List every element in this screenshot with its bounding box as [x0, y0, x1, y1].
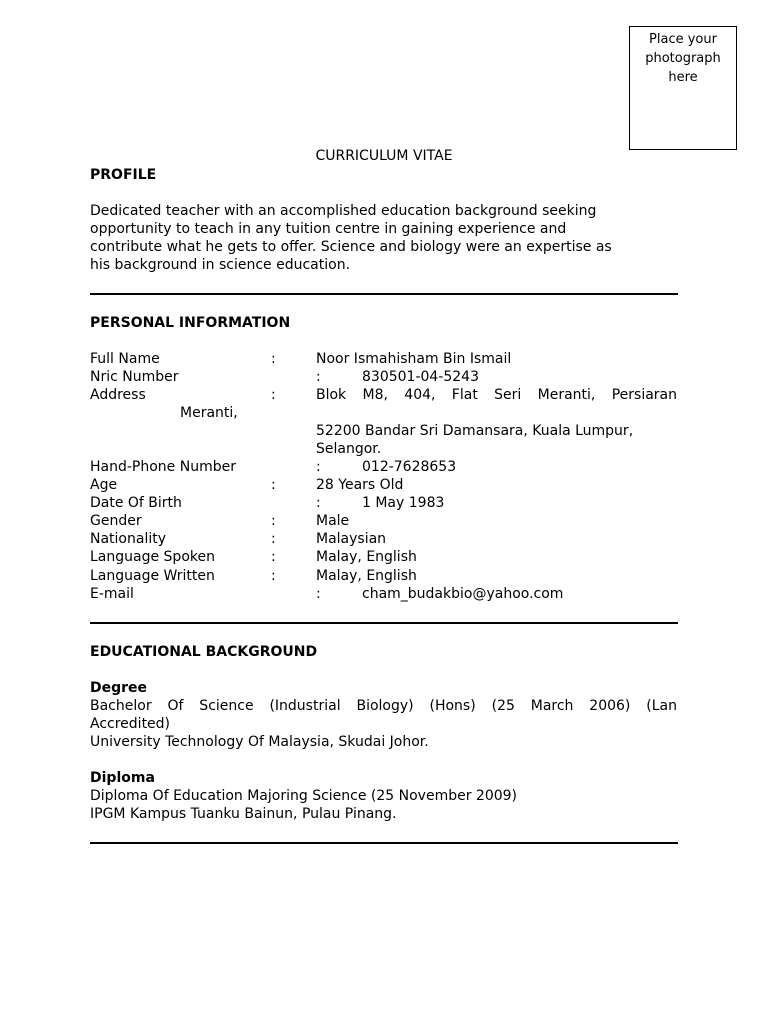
nric-label: Nric Number — [90, 369, 179, 385]
colon: : — [271, 387, 276, 403]
colon: : — [316, 495, 321, 511]
nationality-value: Malaysian — [316, 531, 387, 547]
language-spoken-label: Language Spoken — [90, 549, 215, 565]
colon: : — [271, 531, 276, 547]
address-line-3: Selangor. — [316, 441, 382, 457]
language-written-label: Language Written — [90, 568, 215, 584]
colon: : — [271, 549, 276, 565]
degree-line-3: University Technology Of Malaysia, Skudai Johor. — [90, 734, 429, 750]
colon: : — [271, 477, 276, 493]
colon: : — [316, 586, 321, 602]
email-value: cham_budakbio@yahoo.com — [362, 586, 564, 602]
photo-placeholder-line: Place your — [649, 32, 717, 47]
section-divider — [90, 842, 678, 844]
full-name-label: Full Name — [90, 351, 160, 367]
phone-value: 012-7628653 — [362, 459, 457, 475]
phone-label: Hand-Phone Number — [90, 459, 236, 475]
photo-placeholder-line: here — [668, 70, 698, 85]
degree-line-2: Accredited) — [90, 716, 171, 732]
profile-text-line: Dedicated teacher with an accomplished education background seeking — [90, 203, 597, 219]
personal-info-heading: PERSONAL INFORMATION — [90, 315, 291, 331]
colon: : — [271, 351, 276, 367]
gender-label: Gender — [90, 513, 142, 529]
address-label: Address — [90, 387, 146, 403]
degree-line-1: Bachelor Of Science (Industrial Biology) (Hons) (25 March 2006) (Lan — [90, 698, 677, 714]
section-divider — [90, 293, 678, 295]
photo-placeholder-line: photograph — [645, 51, 721, 66]
profile-text-line: contribute what he gets to offer. Science and biology were an expertise as — [90, 239, 612, 255]
address-line-2: 52200 Bandar Sri Damansara, Kuala Lumpur, — [316, 423, 634, 439]
page-title: CURRICULUM VITAE — [315, 148, 453, 164]
full-name-value: Noor Ismahisham Bin Ismail — [316, 351, 512, 367]
section-divider — [90, 622, 678, 624]
dob-label: Date Of Birth — [90, 495, 182, 511]
colon: : — [271, 568, 276, 584]
colon: : — [271, 513, 276, 529]
language-written-value: Malay, English — [316, 568, 417, 584]
education-heading: EDUCATIONAL BACKGROUND — [90, 644, 318, 660]
colon: : — [316, 369, 321, 385]
diploma-line-2: IPGM Kampus Tuanku Bainun, Pulau Pinang. — [90, 806, 397, 822]
photo-placeholder — [629, 26, 737, 150]
address-line-1-wrap: Meranti, — [180, 405, 238, 421]
colon: : — [316, 459, 321, 475]
profile-heading: PROFILE — [90, 167, 157, 183]
age-label: Age — [90, 477, 118, 493]
nric-value: 830501-04-5243 — [362, 369, 479, 385]
diploma-line-1: Diploma Of Education Majoring Science (25 November 2009) — [90, 788, 518, 804]
age-value: 28 Years Old — [316, 477, 404, 493]
gender-value: Male — [316, 513, 350, 529]
profile-text-line: his background in science education. — [90, 257, 351, 273]
email-label: E-mail — [90, 586, 134, 602]
diploma-heading: Diploma — [90, 770, 155, 786]
language-spoken-value: Malay, English — [316, 549, 417, 565]
nationality-label: Nationality — [90, 531, 167, 547]
dob-value: 1 May 1983 — [362, 495, 445, 511]
profile-text-line: opportunity to teach in any tuition centre in gaining experience and — [90, 221, 567, 237]
address-line-1: Blok M8, 404, Flat Seri Meranti, Persiaran — [316, 387, 677, 403]
degree-heading: Degree — [90, 680, 148, 696]
